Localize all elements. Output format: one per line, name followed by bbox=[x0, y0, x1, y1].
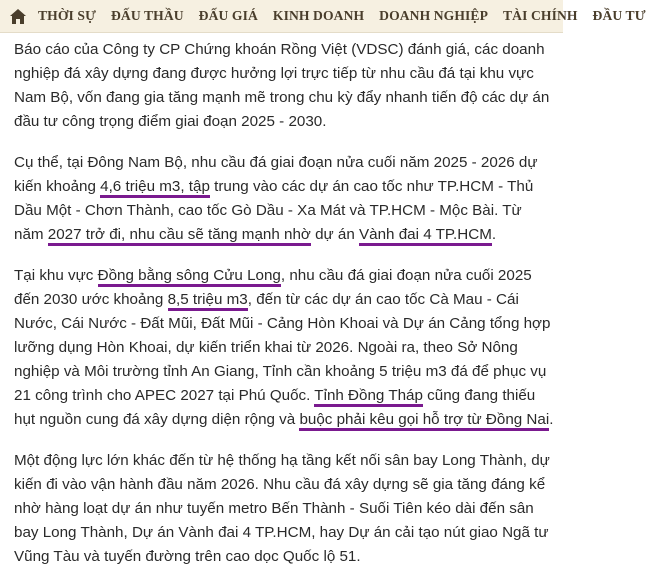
highlight-tinh-dong-thap: Tỉnh Đồng Tháp bbox=[314, 387, 423, 407]
nav-item-thoi-su[interactable]: THỜI SỰ bbox=[38, 8, 96, 23]
text: . bbox=[491, 226, 497, 243]
paragraph-4: Một động lực lớn khác đến từ hệ thống hạ tầng kết nối sân bay Long Thành, dự kiến đi vào vận hành đầu năm 2026. Nhu cầu đá xây dựng sẽ gia tăng đáng kể nhờ hàng loạt dự án như tuyến metro Bến Thành - Suối Tiên kéo dài đến sân bay Long Thành, Dự án Vành đai 4 TP.HCM, hay Dự án cải tạo nút giao Ngã tư Vũng Tàu và tuyến đường trên cao dọc Quốc lộ 51. bbox=[14, 452, 550, 565]
highlight-dong-bang-song-cuu-long: Đồng bằng sông Cửu Long bbox=[98, 267, 281, 287]
highlight-keu-goi-ho-tro: buộc phải kêu gọi hỗ trợ từ Đồng Nai bbox=[299, 411, 549, 431]
text: cũng đang thiếu hụt nguồn cung đá xây dựng diện rộng và bbox=[14, 387, 536, 428]
text: Tại khu vực bbox=[14, 267, 98, 284]
paragraph-1: Báo cáo của Công ty CP Chứng khoán Rồng Việt (VDSC) đánh giá, các doanh nghiệp đá xây dựng đang được hưởng lợi trực tiếp từ nhu cầu đá tại khu vực Nam Bộ, vốn đang gia tăng mạnh mẽ trong chu kỳ đẩy nhanh tiến độ các dự án đầu tư công trọng điểm giai đoạn 2025 - 2030. bbox=[14, 41, 550, 130]
nav-item-kinh-doanh[interactable]: KINH DOANH bbox=[272, 8, 365, 23]
nav-item-dau-gia[interactable]: ĐẤU GIÁ bbox=[198, 8, 258, 23]
nav-item-dau-tu[interactable]: ĐẦU TƯ bbox=[592, 8, 646, 23]
text: Cụ thể, tại Đông Nam Bộ, nhu cầu đá giai đoạn nửa cuối năm 2025 - 2026 dự kiến khoảng bbox=[14, 154, 538, 195]
nav-item-dau-thau[interactable]: ĐẤU THẦU bbox=[110, 8, 184, 23]
nav-item-doanh-nghiep[interactable]: DOANH NGHIỆP bbox=[379, 8, 488, 23]
highlight-4-6-trieu-m3: 4,6 triệu m3, tập bbox=[100, 178, 210, 198]
nav-item-tai-chinh[interactable]: TÀI CHÍNH bbox=[503, 8, 578, 23]
text: . bbox=[549, 411, 554, 428]
text: dự án bbox=[310, 226, 360, 243]
paragraph-2 bbox=[14, 151, 554, 247]
article-body bbox=[14, 38, 554, 586]
text: , nhu cầu đá giai đoạn nửa cuối 2025 đến 2030 ước khoảng bbox=[14, 267, 532, 308]
highlight-8-5-trieu-m3: 8,5 triệu m3 bbox=[168, 291, 248, 311]
text: , đến từ các dự án cao tốc Cà Mau - Cái Nước, Cái Nước - Đất Mũi, Đất Mũi - Cảng Hòn Khoai và Dự án Cảng tổng hợp lưỡng dụng Hòn Khoai, dự kiến triển khai từ 2026. Ngoài ra, theo Sở Nông nghiệp và Môi trường tỉnh An Giang, Tỉnh cần khoảng 5 triệu m3 đá để phục vụ 21 công trình cho APEC 2027 tại Phú Quốc. bbox=[14, 291, 551, 404]
highlight-2027-tro-di: 2027 trở đi, nhu cầu sẽ tăng mạnh nhờ bbox=[48, 226, 311, 246]
top-navigation bbox=[0, 0, 646, 33]
text: trung vào các dự án cao tốc như TP.HCM - Thủ Dầu Một - Chơn Thành, cao tốc Gò Dầu - Xa Mát và TP.HCM - Mộc Bài. Từ năm bbox=[14, 178, 534, 243]
home-icon[interactable] bbox=[8, 6, 28, 26]
highlight-vanh-dai-4: Vành đai 4 TP.HCM bbox=[359, 226, 492, 246]
paragraph-3 bbox=[14, 264, 554, 432]
